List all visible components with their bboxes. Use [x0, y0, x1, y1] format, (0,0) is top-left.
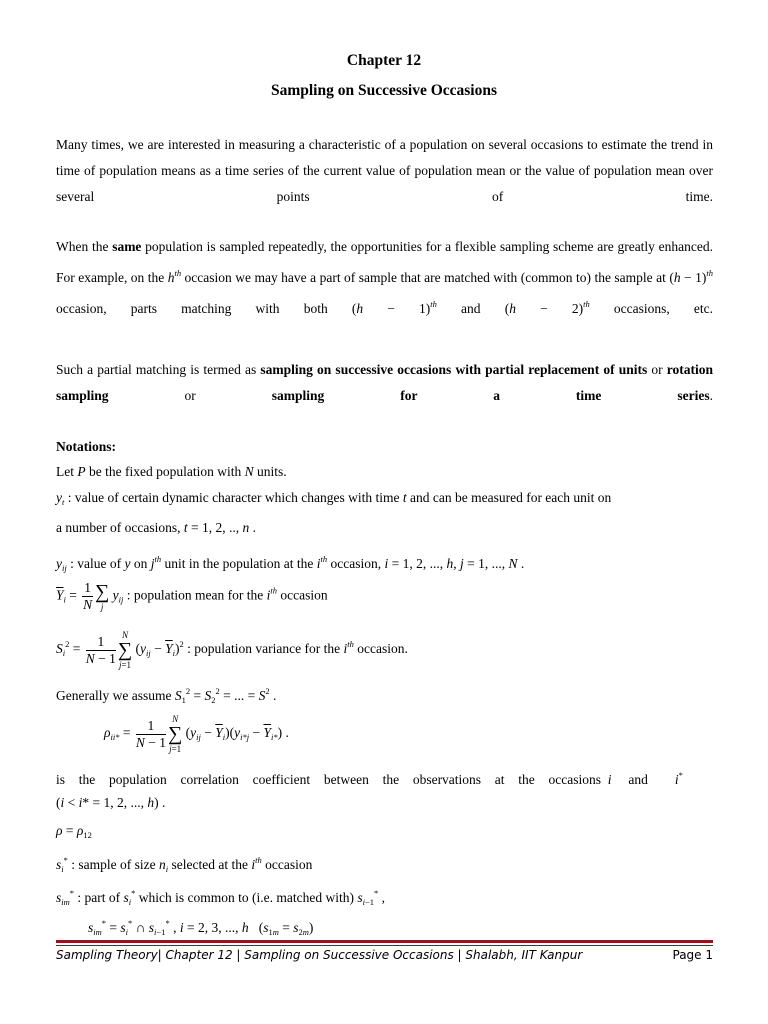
formula-population-variance: $S_i^2$ = $\frac{1}{N - 1}$ N ∑ j=1 $(y_{ij} - \overline{Y}_i)^2$ : population variance for the $i^{th}$ occasion. [56, 630, 408, 670]
footer-rule-thin [56, 945, 713, 946]
correlation-description: is the population correlation coefficient between the observations at the occasions i and i* [56, 770, 683, 787]
page-number: Page 1 [672, 948, 713, 962]
occasion-range: (i < i* = 1, 2, ..., h) . [56, 795, 166, 810]
notations-heading: Notations: [56, 439, 116, 454]
chapter-number: Chapter 12 [346, 52, 422, 69]
notation-occasions: a number of occasions, t = 1, 2, .., n . [56, 520, 256, 535]
formula-population-mean: $\overline{Y}_i$ = $\frac{1}{N}$ ∑ j $y_{ij}$ : population mean for the $i^{th}$ occasion [56, 580, 328, 612]
notation-yt: $y_t$ : value of certain dynamic character which changes with time t and can be measured for each unit on [56, 490, 612, 507]
formula-correlation: $\rho_{ii*}$ = $\frac{1}{N - 1}$ N ∑ j=1 $(y_{ij} - \overline{Y}_i)(y_{i*j} - \overline{Y}_{i*})$ . [104, 714, 289, 754]
footer-rule-thick [56, 940, 713, 943]
formula-matched-intersection: $s_{im}^* = s_i^*$ ∩ $s_{i-1}^*$ , i = 2, 3, ..., h $(s_{1m} = s_{2m})$ [88, 918, 314, 937]
footer-running-title: Sampling Theory| Chapter 12 | Sampling on Successive Occasions | Shalabh, IIT Kanpur [56, 948, 583, 962]
notation-matched-part: $s_{im}^*$ : part of $s_i^*$ which is common to (i.e. matched with) $s_{i-1}^*$ , [56, 888, 386, 907]
intro-paragraph-1: Many times, we are interested in measuring a characteristic of a population on several occasions to estimate the trend in time of population means as a time series of the current value of population mean or the value of population mean over several points of time. [56, 137, 713, 204]
notation-yij: $y_{ij}$ : value of y on $j^{th}$ unit in the population at the $i^{th}$ occasion, i = 1, 2, ..., h, j = 1, ..., N . [56, 554, 525, 573]
chapter-title: Sampling on Successive Occasions [270, 82, 498, 99]
intro-paragraph-2: When the same population is sampled repeatedly, the opportunities for a flexible sampling scheme are greatly enhanced. For example, on the $h^{th}$ occasion we may have a part of sample that are matched with (common to) the sample at $(h - 1)^{th}$ occasion, parts matching with both $(h - 1)^{th}$ and $(h - 2)^{th}$ occasions, etc. [56, 239, 714, 316]
notation-sample: $s_i^*$ : sample of size $n_i$ selected at the $i^{th}$ occasion [56, 855, 313, 874]
rho-definition: $\rho = \rho_{12}$ [56, 823, 92, 840]
page-footer [56, 948, 713, 966]
intro-paragraph-3: Such a partial matching is termed as sampling on successive occasions with partial replacement of units or rotation sampling or sampling for a time series. [56, 362, 714, 403]
notation-population: Let P be the fixed population with N units. [56, 464, 287, 479]
assumption-equal-variance: Generally we assume $S_1^2 = S_2^2$ = ... = $S^2$ . [56, 686, 277, 705]
